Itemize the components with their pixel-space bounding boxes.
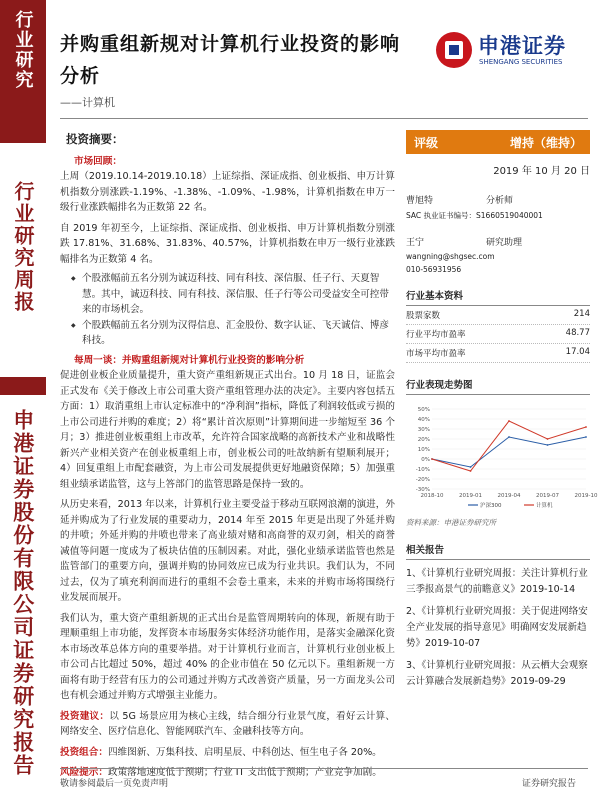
analyst-sac-number: SAC 执业证书编号：S1660519040001 [406, 211, 543, 220]
sidebar-middle-label: 行业研究周报 [0, 140, 46, 380]
weekly-talk-heading: 每周一谈：并购重组新规对计算机行业投资的影响分析 [74, 354, 305, 366]
analyst-2 [406, 235, 590, 248]
x-tick-label: 2018-10 [420, 493, 444, 499]
right-panel [406, 130, 598, 696]
risk-text: 政策落地速度低于预期；行业 IT 支出低于预期；产业竞争加剧。 [107, 767, 382, 778]
y-tick-label: 40% [417, 417, 430, 423]
analyst-name: 曹旭特 [406, 196, 434, 206]
advice-text: 以 5G 场景应用为核心主线，结合细分行业景气度，看好云计算、网络安全、医疗信息化、智能网联汽车、金融科技等方向。 [60, 710, 396, 737]
series-point [585, 426, 587, 428]
investment-advice [60, 709, 395, 740]
analyst-name: 王宁 [406, 238, 425, 248]
y-tick-label: 20% [417, 437, 430, 443]
market-paragraph-1: 上周（2019.10.14-2019.10.18）上证综指、深证成指、创业板指、申万计算机指数分别涨跌-1.19%、-1.38%、-1.09%、-1.98%，计算机指数在申万一级行业涨跌幅排名为正数第 22 名。 [60, 171, 395, 213]
y-tick-label: -10% [415, 467, 430, 473]
sidebar-top-label: 行业研究 [0, 0, 46, 138]
y-tick-label: 0% [421, 457, 430, 463]
footer-divider [60, 768, 588, 769]
related-reports [406, 566, 590, 690]
series-point [431, 458, 433, 460]
report-date: 2019 年 10 月 20 日 [493, 166, 590, 177]
related-report-item[interactable]: 3、《计算机行业研究周报：从云栖大会观察云计算融合发展新趋势》2019-09-29 [406, 660, 588, 687]
y-tick-label: -30% [415, 487, 430, 493]
x-tick-label: 2019-01 [459, 493, 482, 499]
risk-label: 风险提示： [60, 767, 108, 778]
related-report-item[interactable]: 1、《计算机行业研究周报：关注计算机行业三季报高景气的前瞻意义》2019-10-14 [406, 568, 588, 595]
row-label: 行业平均市盈率 [406, 330, 466, 340]
x-tick-label: 2019-10 [574, 493, 598, 499]
series-point [508, 436, 510, 438]
related-reports-heading: 相关报告 [406, 542, 590, 560]
rating-value: 增持（维持） [509, 135, 582, 150]
company-logo [436, 30, 586, 74]
trend-chart [406, 403, 598, 513]
logo-english-name: SHENGANG SECURITIES [479, 58, 563, 66]
series-point [508, 420, 510, 422]
trend-chart-heading: 行业表现走势图 [406, 377, 590, 395]
logo-mark-icon [436, 32, 472, 68]
y-tick-label: 30% [417, 427, 430, 433]
y-tick-label: -20% [415, 477, 430, 483]
stock-bullets [60, 271, 395, 349]
weekly-paragraph-3: 我们认为，重大资产重组新规的正式出台是监管周期转向的体现，新规有助于理顺重组上市功能，发挥资本市场服务实体经济功能作用，是落实金融深化资本市场改革总体方向的重要举措。对于计算机行业而言，计算机行业创业板上市公司占比超过 50%，超过 40% 的企业市值在 50 亿元以下。重组新规一方面将有助于经营有压力的公司通过并购方式改善资产质量，另一方面龙头公司也有机会通过并购方式增强主业能力。 [60, 612, 395, 701]
series-point [470, 470, 472, 472]
chart-source: 资料来源：申港证券研究所 [406, 518, 496, 527]
weekly-paragraph-1: 促进创业板企业质量提升，重大资产重组新规正式出台。10 月 18 日，证监会正式发布《关于修改上市公司重大资产重组管理办法的决定》。主要内容包括五方面：1）取消重组上市认定标准中的“净利润”指标，降低了利润较低或亏损的上市公司进行并购的难度；2）将“累计首次原则”计算期间进一步缩短至 36 个月；3）推进创业板重组上市改革，允许符合国家战略的高新技术产业和战略性新兴产业相关资产在创业板重组上市，创业板公司的吐故纳新有望顺利展开；4）回复重组上市配套融资，为上市公司发展提供更好地融资保障；5）加强重组业绩承诺监管，这与上答部门的监管思路是保持一致的。 [60, 370, 395, 490]
series-point [547, 444, 549, 446]
y-tick-label: 10% [417, 447, 430, 453]
report-title: 并购重组新规对计算机行业投资的影响分析 [60, 33, 401, 87]
x-tick-label: 2019-04 [497, 493, 521, 499]
row-value: 17.04 [565, 347, 590, 357]
analyst-1 [406, 193, 590, 206]
series-line-0 [432, 437, 586, 467]
rating-box [406, 130, 590, 154]
series-point [470, 466, 472, 468]
portfolio-label: 投资组合： [60, 746, 108, 758]
table-row [406, 344, 590, 363]
analyst-role: 分析师 [486, 196, 514, 206]
sidebar-bottom-label: 申港证券股份有限公司证券研究报告 [0, 395, 46, 800]
x-tick-label: 2019-07 [536, 493, 559, 499]
investment-portfolio [60, 745, 395, 761]
legend-label: 沪深300 [480, 503, 502, 509]
weekly-paragraph-2: 从历史来看，2013 年以来，计算机行业主要受益于移动互联网浪潮的演进，外延并购成为了行业发展的重要动力，2014 年至 2015 年更是出现了外延并购的井喷；外延并购的井喷也带来了高业绩对赌和高商誉的双刃剑，相关的商誉减值等问题一度成为了板块估值的压制因素。对此，强化业绩承诺监管也然是监管部门的重要方向，强调并购的协同效应已成为行业共识。我们认为，不同过去，仅为了填充利润而进行的重组不会卷土重来，未来的并购市场将围绕行业发展而展开。 [60, 499, 395, 603]
row-label: 市场平均市盈率 [406, 349, 466, 359]
related-report-item[interactable]: 2、《计算机行业研究周报：关于促进网络安全产业发展的指导意见》明确网安发展新趋势》2019-10-07 [406, 606, 588, 649]
footer-disclaimer: 敬请参阅最后一页免责声明 [60, 779, 169, 789]
summary-heading: 投资摘要： [66, 132, 124, 146]
main-content [60, 130, 395, 781]
portfolio-text: 四维图新、万集科技、启明星辰、中科创达、恒生电子各 20%。 [107, 746, 382, 758]
analyst-email[interactable]: wangning@shgsec.com [406, 252, 495, 261]
legend-label: 计算机 [536, 503, 553, 509]
row-label: 股票家数 [406, 311, 441, 321]
row-value: 48.77 [565, 328, 590, 338]
series-point [547, 438, 549, 440]
rating-label: 评级 [414, 135, 439, 150]
analyst-role: 研究助理 [486, 238, 523, 248]
market-review-heading: 市场回顾： [74, 155, 122, 167]
logo-chinese-name: 申港证券 [478, 34, 566, 58]
footer-label: 证券研究报告 [522, 779, 577, 789]
series-point [585, 436, 587, 438]
table-row [406, 306, 590, 325]
y-tick-label: 50% [417, 407, 430, 413]
analyst-phone: 010-56931956 [406, 265, 462, 274]
header-divider [60, 118, 588, 119]
market-paragraph-2: 自 2019 年初至今，上证综指、深证成指、创业板指、申万计算机指数分别涨跌 17.81%、31.68%、31.83%、40.57%，计算机指数在申万一级行业涨跌幅排名为正数第 4 名。 [60, 222, 395, 265]
table-row [406, 325, 590, 344]
list-item: ◆ 个股涨幅前五名分别为诚迈科技、同有科技、深信服、任子行、天夏智慧。其中，诚迈科技、同有科技、深信服、任子行等公司受益安全可控带来的市场机会。 [82, 271, 395, 318]
trend-chart-svg [406, 403, 598, 513]
report-subtitle: ——计算机 [60, 96, 115, 109]
row-value: 214 [573, 309, 590, 319]
basic-info-heading: 行业基本资料 [406, 288, 590, 306]
list-item: ◆ 个股跌幅前五名分别为汉得信息、汇金股份、数字认证、飞天诚信、博彦科技。 [82, 318, 395, 349]
advice-label: 投资建议： [60, 710, 110, 722]
